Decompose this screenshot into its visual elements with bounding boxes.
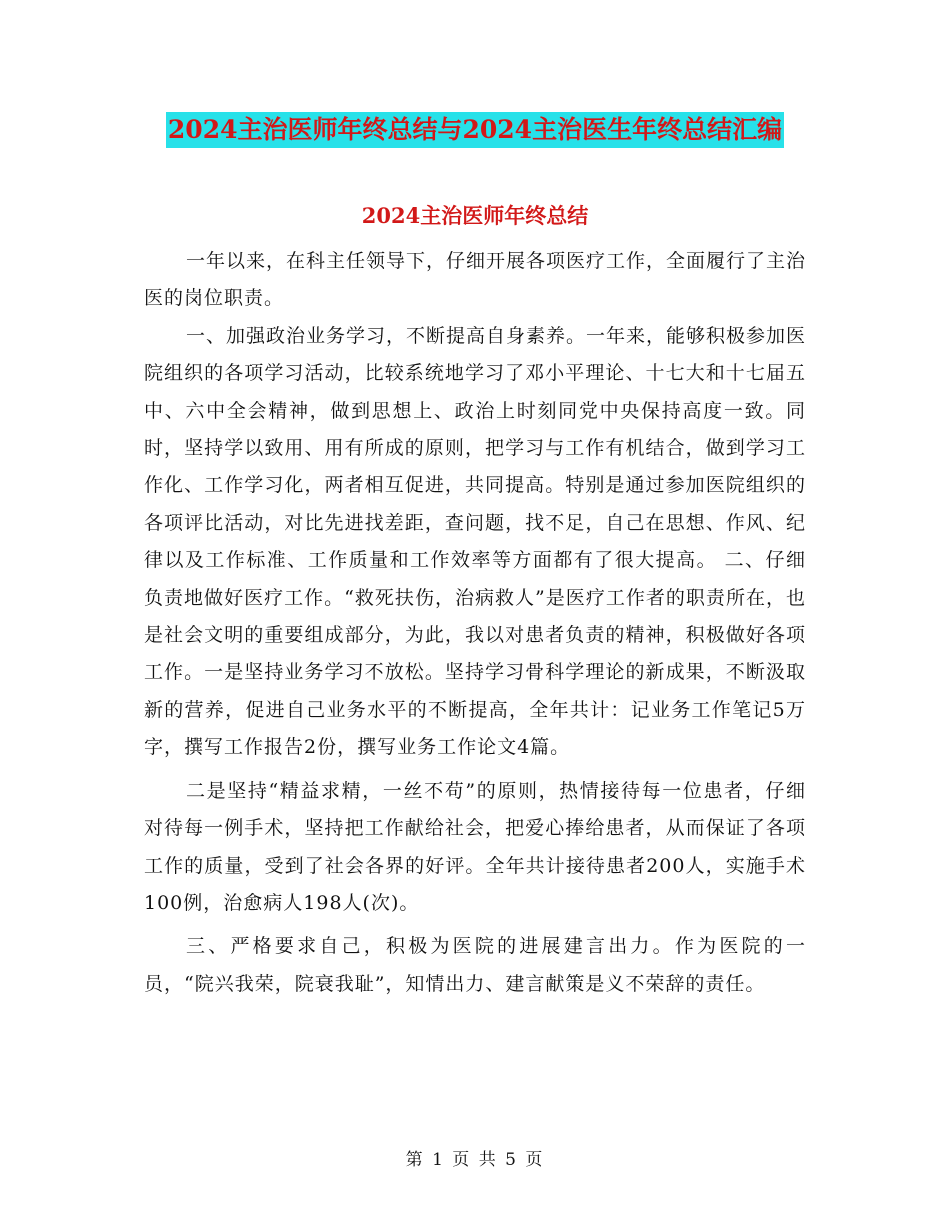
paragraph-hospital-contribution: 三、严格要求自己，积极为医院的进展建言出力。作为医院的一员，“院兴我荣，院衰我耻”，知情出力、建言献策是义不荣辞的责任。	[144, 935, 806, 995]
paragraph-study-and-medical-work: 一、加强政治业务学习，不断提高自身素养。一年来，能够积极参加医院组织的各项学习活动，比较系统地学习了邓小平理论、十七大和十七届五中、六中全会精神，做到思想上、政治上时刻同党中央保持高度一致。同时，坚持学以致用、用有所成的原则，把学习与工作有机结合，做到学习工作化、工作学习化，两者相互促进，共同提高。特别是通过参加医院组织的各项评比活动，对比先进找差距，查问题，找不足，自己在思想、作风、纪律以及工作标准、工作质量和工作效率等方面都有了很大提高。 二、仔细负责地做好医疗工作。“救死扶伤，治病救人”是医疗工作者的职责所在，也是社会文明的重要组成部分，为此，我以对患者负责的精神，积极做好各项工作。一是坚持业务学习不放松。坚持学习骨科学理论的新成果，不断汲取新的营养，促进自己业务水平的不断提高，全年共计：记业务工作笔记5万字，撰写工作报告2份，撰写业务工作论文4篇。	[144, 324, 807, 759]
section-title: 2024主治医师年终总结	[361, 203, 589, 228]
paragraph-patient-service: 二是坚持“精益求精，一丝不苟”的原则，热情接待每一位患者，仔细对待每一例手术，坚持把工作献给社会，把爱心捧给患者，从而保证了各项工作的质量，受到了社会各界的好评。全年共计接待患者200人，实施手术100例，治愈病人198人(次)。	[144, 779, 806, 914]
document-title: 2024主治医师年终总结与2024主治医生年终总结汇编	[166, 112, 784, 148]
document-title-container	[0, 112, 950, 148]
document-body	[144, 243, 806, 1003]
paragraph-intro: 一年以来，在科主任领导下，仔细开展各项医疗工作，全面履行了主治医的岗位职责。	[144, 250, 807, 310]
page-footer: 第 1 页 共 5 页	[405, 1150, 545, 1170]
